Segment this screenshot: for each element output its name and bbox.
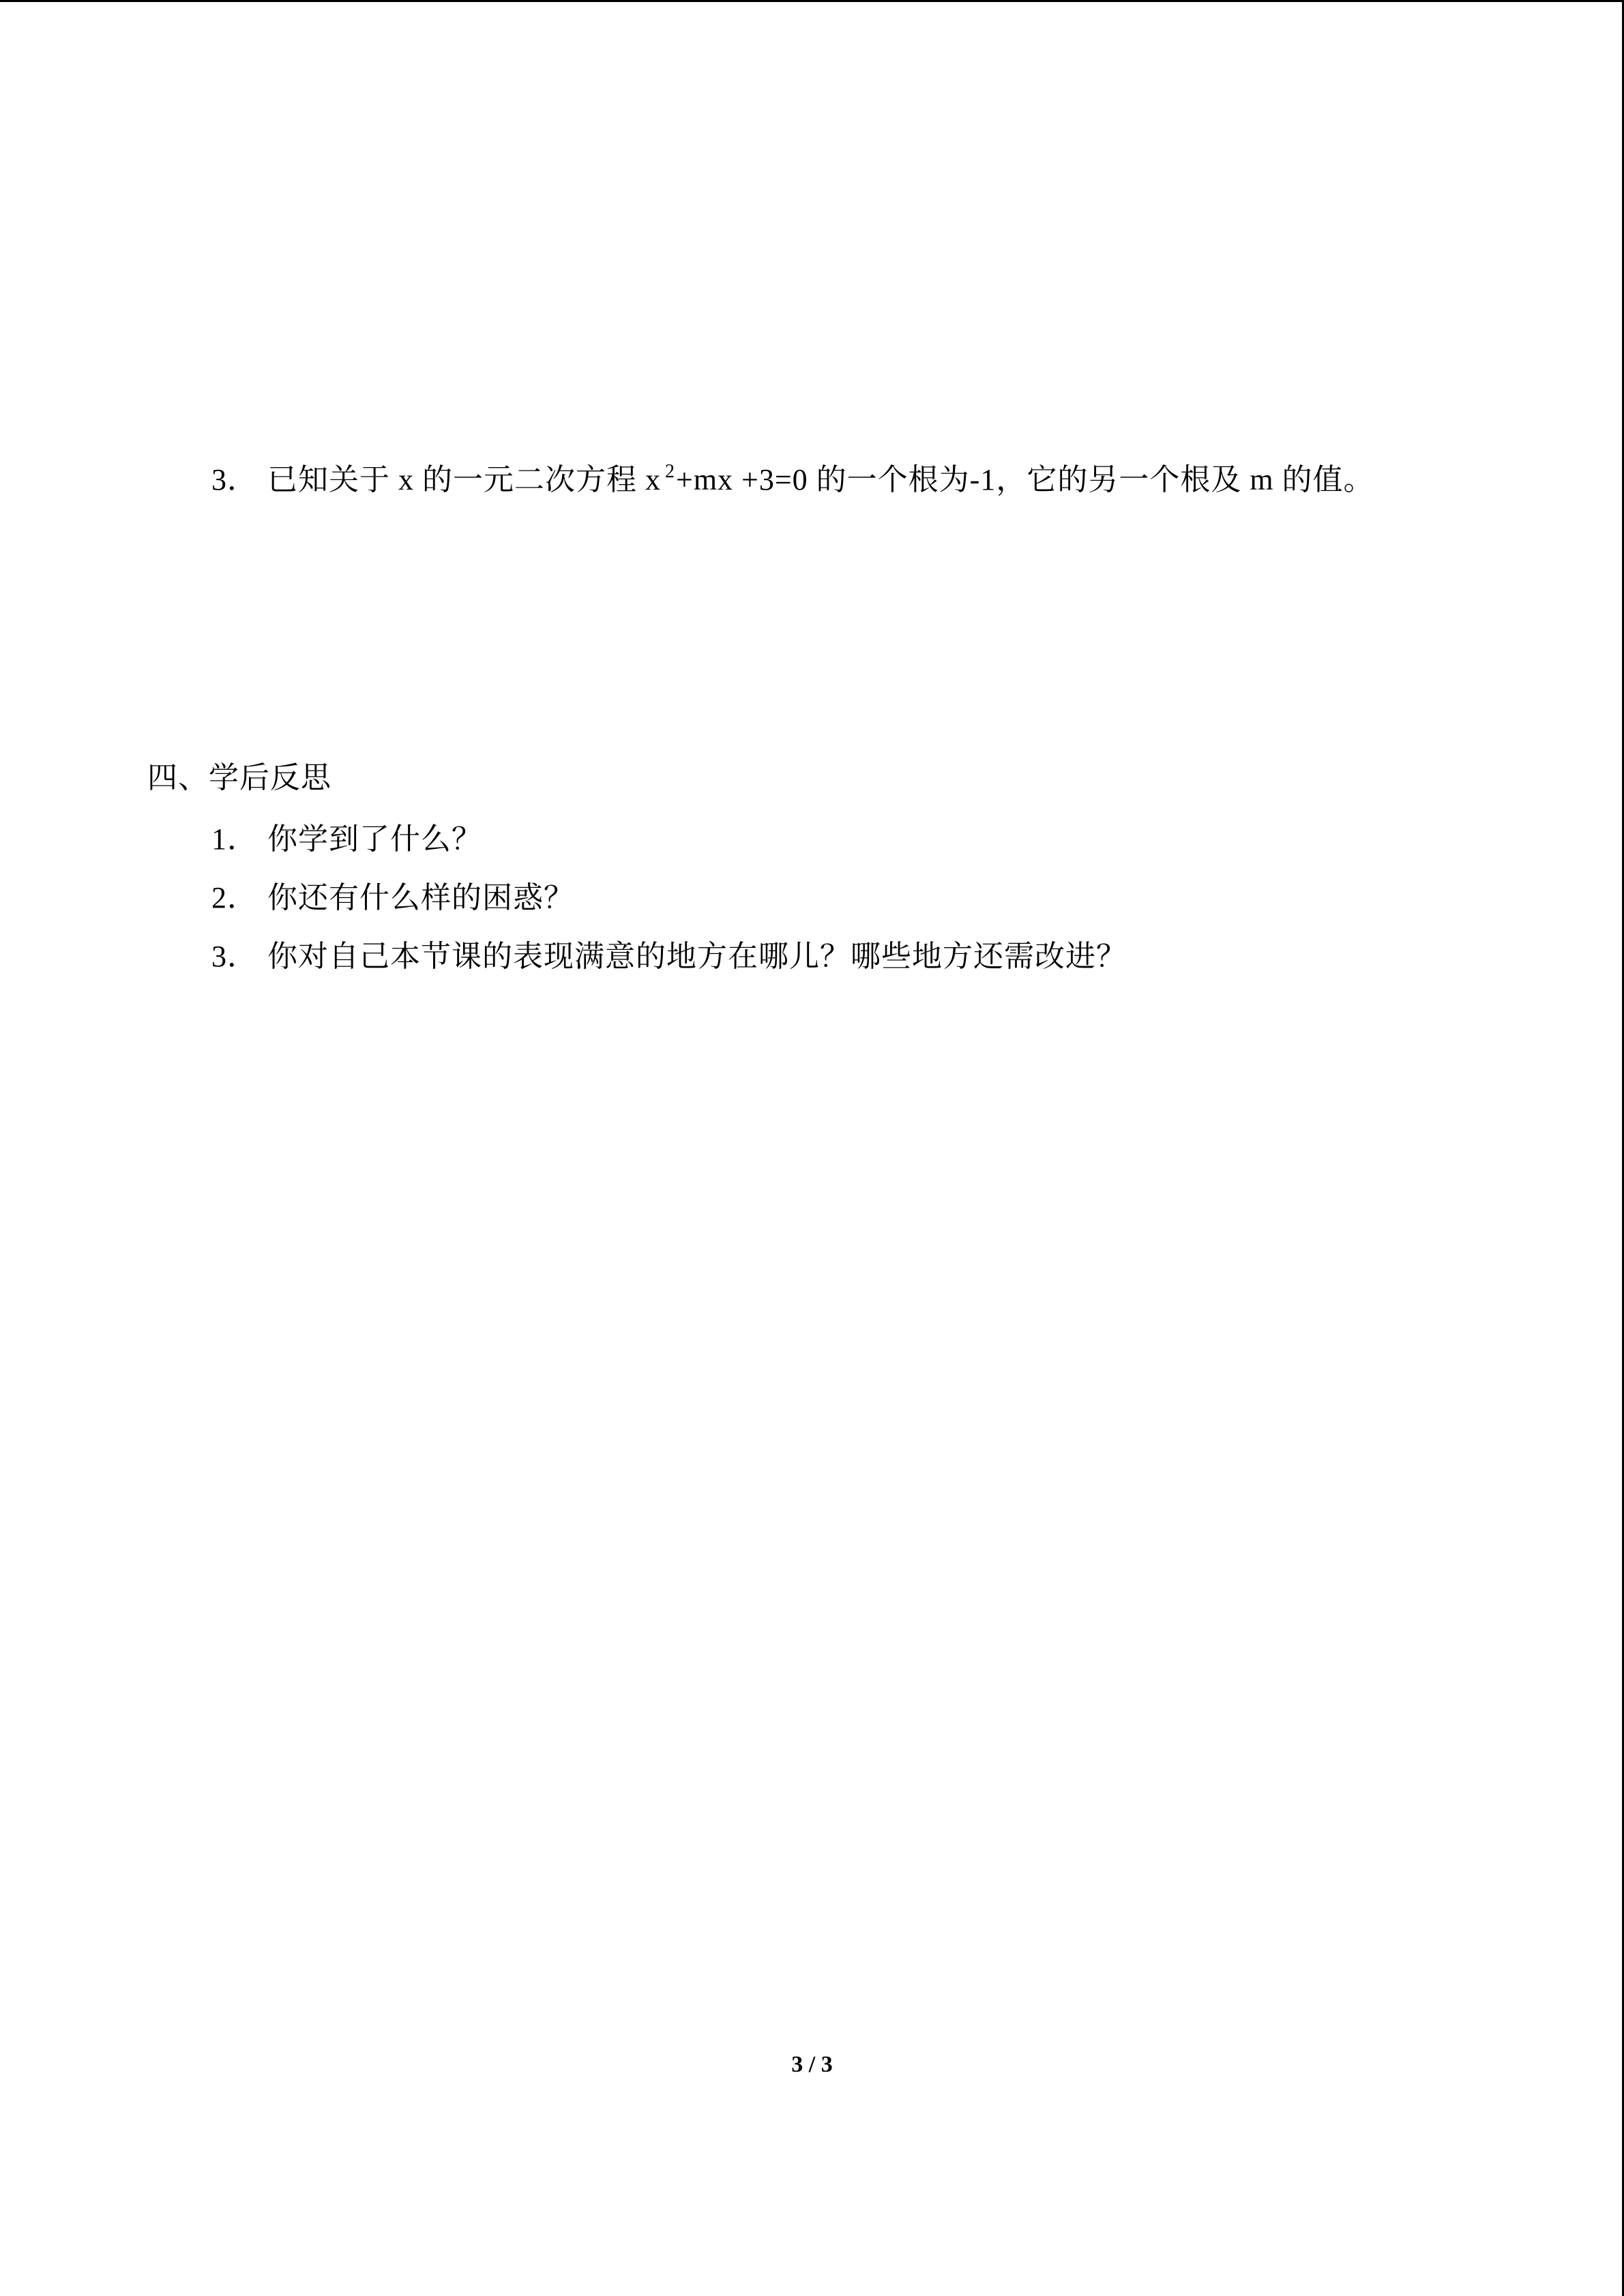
reflection-item-number: 3． xyxy=(211,940,258,973)
question-number: 3． xyxy=(211,463,258,496)
exponent: 2 xyxy=(665,461,675,482)
reflection-item xyxy=(211,939,1127,975)
question-text-before: 已知关于 x 的一元二次方程 x xyxy=(267,463,661,496)
question-3 xyxy=(211,460,1374,498)
reflection-item-number: 1． xyxy=(211,822,258,856)
section-title-reflection: 四、学后反思 xyxy=(147,761,331,794)
reflection-item-text: 你学到了什么？ xyxy=(267,822,482,856)
reflection-item-number: 2． xyxy=(211,881,258,914)
reflection-item-text: 你还有什么样的困惑？ xyxy=(267,881,574,914)
question-text-after: +mx +3=0 的一个根为-1，它的另一个根及 m 的值。 xyxy=(676,463,1374,496)
page-number: 3 / 3 xyxy=(791,2052,833,2077)
reflection-item xyxy=(211,880,574,916)
reflection-item-text: 你对自己本节课的表现满意的地方在哪儿？哪些地方还需改进？ xyxy=(267,940,1127,973)
reflection-item xyxy=(211,822,482,858)
